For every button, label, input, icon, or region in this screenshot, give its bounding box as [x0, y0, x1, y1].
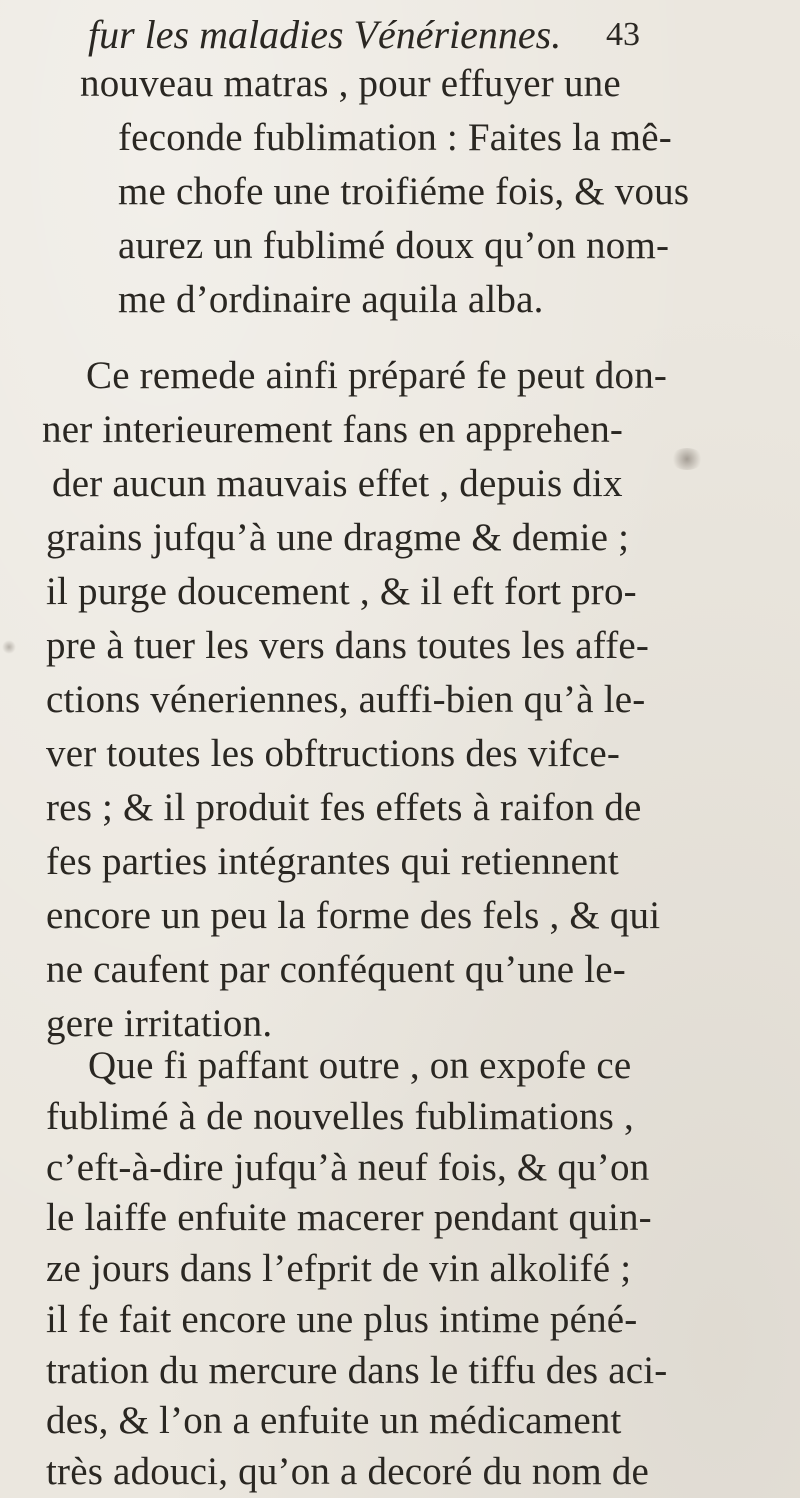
text-line: Ce remede ainfi préparé fe peut don- — [86, 354, 668, 397]
text-line: me chofe une troifiéme fois, & vous — [118, 170, 690, 213]
text-line: il purge doucement , & il eft fort pro- — [46, 570, 637, 613]
ink-blemish — [670, 448, 704, 470]
text-line: me d’ordinaire aquila alba. — [118, 278, 544, 321]
ink-blemish — [2, 640, 16, 654]
text-line: ne caufent par conféquent qu’une le- — [46, 948, 626, 991]
text-line: fes parties intégrantes qui retiennent — [46, 840, 619, 883]
text-line: tration du mercure dans le tiffu des aci- — [46, 1348, 668, 1392]
text-line: nouveau matras , pour effuyer une — [80, 62, 621, 105]
text-line: ze jours dans l’efprit de vin alkolifé ; — [46, 1247, 632, 1290]
text-line: fublimé à de nouvelles fublimations , — [46, 1094, 634, 1138]
text-line: gere irritation. — [46, 1002, 273, 1045]
text-line: aurez un fublimé doux qu’on nom- — [118, 224, 670, 267]
text-line: le laiffe enfuite macerer pendant quin- — [46, 1196, 652, 1240]
text-line: il fe fait encore une plus intime péné- — [46, 1297, 638, 1341]
text-line: ctions véneriennes, auffi-bien qu’à le- — [46, 678, 646, 721]
running-head-title: fur les maladies Vénériennes. — [88, 12, 562, 57]
text-line: encore un peu la forme des fels , & qui — [46, 894, 661, 937]
text-line: ver toutes les obftructions des vifce- — [46, 732, 621, 775]
text-line: c’eft-à-dire jufqu’à neuf fois, & qu’on — [46, 1145, 650, 1189]
text-line: res ; & il produit fes effets à raifon de — [46, 786, 642, 829]
text-line: des, & l’on a enfuite un médicament — [46, 1399, 622, 1443]
text-line: très adouci, qu’on a decoré du nom de — [46, 1450, 650, 1493]
text-line: pre à tuer les vers dans toutes les affe- — [46, 624, 650, 667]
page-number: 43 — [606, 16, 640, 53]
running-head — [58, 10, 678, 60]
text-line: der aucun mauvais effet , depuis dix — [52, 462, 623, 505]
text-line: Que fi paffant outre , on expofe ce — [88, 1044, 632, 1087]
text-line: grains jufqu’à une dragme & demie ; — [46, 516, 630, 559]
text-line: ner interieurement fans en apprehen- — [42, 408, 624, 451]
text-line: feconde fublimation : Faites la mê- — [118, 116, 672, 159]
